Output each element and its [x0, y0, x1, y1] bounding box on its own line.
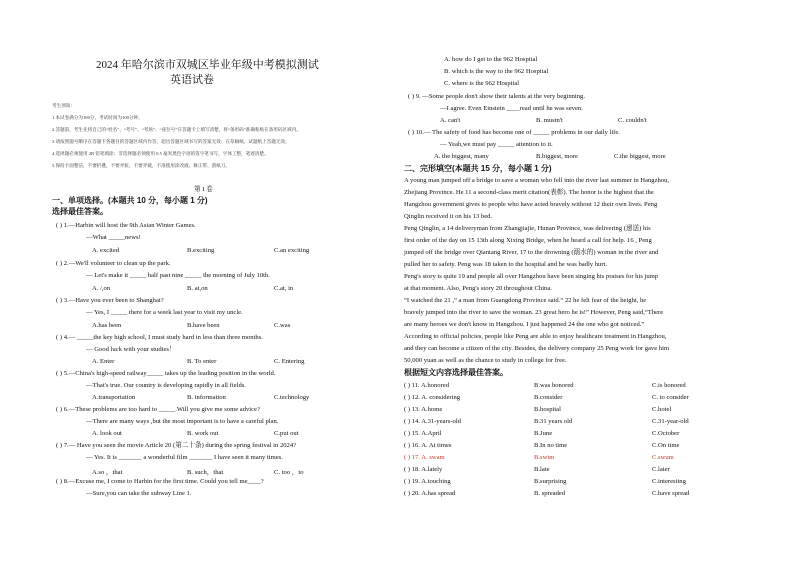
section2-heading: 二、完形填空(本题共 15 分，每小题 1 分)	[404, 164, 552, 173]
question-stem: ( ) 3.—Have you ever been to Shanghai?	[56, 297, 164, 304]
question-stem: ( ) 4.— _____the key high school, I must study hard in less than three months.	[56, 334, 263, 341]
option-b: B. work out	[187, 430, 219, 437]
question-stem: ( ) 1.—Harbin will host the 9th Asian Winter Games.	[56, 222, 196, 229]
question-stem: ( ) 5.—China's high-speed railway_____ takes up the leading position in the world.	[56, 370, 276, 377]
option-b: B. mustn't	[536, 117, 563, 124]
question-stem: ( ) 8.—Excuse me, I come to Harbin for the first time. Could you tell me____?	[56, 478, 264, 485]
option-c: C.at, in	[274, 285, 294, 292]
passage-line: “I watched the 21 ,” a man from Guangdong Province said.“ 22 he felt fear of the height, he	[404, 297, 647, 304]
answer-row-c: C. to consider	[652, 394, 689, 401]
answer-row-c: C.later	[652, 466, 670, 473]
q8-option-c: C. where is the 962 Hospital	[444, 80, 520, 87]
option-a: A.transportation	[92, 394, 136, 401]
option-b: B. at,on	[187, 285, 208, 292]
answer-row-c: C.is honored	[652, 382, 686, 389]
note-line: 3.请按照题号顺序在答题卡各题目的答题区域内作答，超出答题区域书写的答案无效；在草稿纸、试题纸上答题无效。	[52, 139, 290, 144]
answer-row-q: ( ) 16. A. At times	[404, 442, 452, 449]
question-line2: — Yes. It is _______ a wonderful film _______ I have seen it many times.	[86, 454, 283, 461]
option-c: C.technology	[274, 394, 310, 401]
question-stem: ( ) 9. —Some people don't show their talents at the very beginning.	[408, 93, 585, 100]
option-b: B.exciting	[187, 247, 215, 254]
option-c: C. Entering	[274, 358, 305, 365]
answer-row-q: ( ) 15. A.April	[404, 430, 442, 437]
volume-label: 第 I 卷	[194, 186, 213, 193]
answer-row-c: C.hotel	[652, 406, 672, 413]
option-c: C.an exciting	[274, 247, 310, 254]
q8-option-b: B. which is the way to the 962 Hospital	[444, 68, 549, 75]
question-line2: —Sure,you can take the subway Line 1.	[86, 490, 192, 497]
option-c: C. too ，to	[274, 469, 304, 476]
option-b: B. information	[187, 394, 226, 401]
option-c: C. couldn't	[618, 117, 647, 124]
answer-row-b: B.surprising	[534, 478, 567, 485]
question-line2: —I agree. Even Einstein ____read until he was seven.	[440, 105, 583, 112]
option-b: B.have been	[187, 322, 220, 329]
option-a: A.has been	[92, 322, 122, 329]
section1-heading: 一、单项选择。(本题共 10 分，每小题 1 分)	[52, 196, 208, 205]
option-b: B. such，that	[187, 469, 224, 476]
option-a: A. /,on	[92, 285, 111, 292]
answer-row-c: C.have spread	[652, 490, 690, 497]
answer-row-q: ( ) 12. A. considering	[404, 394, 461, 401]
option-a: A. excited	[92, 247, 120, 254]
passage-line: at that moment. Also, Peng's story 20 throughout China.	[404, 285, 552, 292]
note-line: 1.本试卷满分为100分，考试时间为100分钟。	[52, 115, 143, 120]
answer-row-b: B.hospital	[534, 406, 561, 413]
passage-line: pulled her to safety. Peng was 18 taken to the hospital and he was badly hurt.	[404, 261, 608, 268]
question-stem: ( ) 2.—We'll volunteer to clean up the park.	[56, 260, 171, 267]
answer-row-q: ( ) 18. A.lately	[404, 466, 443, 473]
answer-row-c: C.swum	[652, 454, 674, 461]
passage-line: are many heroes we don't know in Hangzhou. I just happened 24 the one who got noticed.”	[404, 321, 645, 328]
question-stem: ( ) 10.— The safety of food has become one of _____ problems in our daily life.	[408, 129, 620, 136]
answer-row-b: B.consider	[534, 394, 563, 401]
question-line2: —What _____news!	[86, 234, 141, 241]
passage-line: bravely jumped into the river to save the woman. 23 great hero he is!” However, Peng said,“There	[404, 309, 664, 316]
passage-line: Zhejiang Province. He 11 a second-class merit citation(表彰). The honor is the highest that the	[404, 189, 654, 196]
answer-row-b: B.was honored	[534, 382, 574, 389]
option-c: C.was	[274, 322, 291, 329]
answer-row-q: ( ) 11. A.honored	[404, 382, 449, 389]
answer-row-c: C.31-year-old	[652, 418, 689, 425]
passage-line: According to official policies, people like Peng are able to enjoy healthcare treatment in Hangzhou,	[404, 333, 667, 340]
question-line2: — Yeah,we must pay _____ attention to it.	[440, 141, 553, 148]
section2-instruction: 根据短文内容选择最佳答案。	[404, 368, 508, 377]
answer-row-q: ( ) 13. A.home	[404, 406, 443, 413]
option-c: C.put out	[274, 430, 299, 437]
option-a: A. the biggest, many	[434, 153, 489, 160]
option-a: A. can't	[440, 117, 461, 124]
question-line2: — Let's make it _____ half past nine _____ the morning of July 10th.	[86, 272, 270, 279]
note-line: 2.答题前，考生先将自己的“姓名”、“考号”、“考场”、“座位号”在答题卡上填写清楚，将“条形码”准确粘贴在条形码区域内。	[52, 127, 301, 132]
option-a: A. Enter	[92, 358, 115, 365]
passage-line: Qinglin received it on his 13 bed.	[404, 213, 493, 220]
answer-row-c: C.interesting	[652, 478, 686, 485]
answer-row-q: ( ) 17. A. swam	[404, 454, 445, 461]
notes-heading: 考生须知：	[52, 103, 75, 108]
note-line: 4.选择题必须使用 2B 铅笔填涂；非选择题必须使用 0.5 毫米黑色字迹的签字笔书写，字体工整，笔迹清楚。	[52, 151, 269, 156]
passage-line: and they can become a citizen of the city. Besides, the delivery company 25 Peng work for gave him	[404, 345, 670, 352]
answer-row-b: B.June	[534, 430, 553, 437]
answer-row-c: C.October	[652, 430, 680, 437]
exam-title: 2024 年哈尔滨市双城区毕业年级中考模拟测试	[96, 59, 319, 71]
question-stem: ( ) 7.— Have you seen the movie Article 20 (第二十条) during the spring festival in 2024?	[56, 442, 297, 449]
answer-row-q: ( ) 20. A.has spread	[404, 490, 456, 497]
option-b: B. To enter	[187, 358, 217, 365]
answer-row-c: C.On time	[652, 442, 680, 449]
passage-line: Peng Qinglin, a 14 deliveryman from Zhangjiajie, Hunan Province, was delivering (递送) his	[404, 225, 651, 232]
question-line2: — Yes, I _____ there for a week last year to visit my uncle.	[86, 309, 243, 316]
passage-line: Hangzhou government gives to people who have acted bravely without 12 their own lives. Peng	[404, 201, 658, 208]
answer-row-b: B.late	[534, 466, 550, 473]
passage-line: jumped off the bridge over Qiantang River, 17 to the drowning (溺水的) woman in the river and	[404, 249, 659, 256]
exam-subtitle: 英语试卷	[170, 74, 214, 86]
passage-line: 50,000 yuan as well as the chance to study in college for free.	[404, 357, 567, 364]
question-line2: —That's true. Our country is developing rapidly in all fields.	[86, 382, 246, 389]
answer-row-b: B. spreaded	[534, 490, 566, 497]
note-line: 5.保持卡面整洁，不要折叠，不要弄脏，不要弄破，不准使用涂改液、修正带、刮纸刀。	[52, 163, 231, 168]
passage-line: A young man jumped off a bridge to save a woman who fell into the river last summer in Hangzhou,	[404, 177, 670, 184]
option-c: C.the biggest, more	[614, 153, 666, 160]
answer-row-b: B.In no time	[534, 442, 568, 449]
question-line2: —There are many ways ,but the most important is to have a careful plan.	[86, 418, 279, 425]
answer-row-q: ( ) 19. A.touching	[404, 478, 451, 485]
q8-option-a: A. how do I get to the 962 Hospital	[444, 56, 538, 63]
option-a: A. look out	[92, 430, 122, 437]
answer-row-q: ( ) 14. A.31-years-old	[404, 418, 461, 425]
answer-row-b: B.31 years old	[534, 418, 573, 425]
section1-instruction: 选择最佳答案。	[52, 207, 108, 216]
question-stem: ( ) 6.—These problems are too hard to _____.Will you give me some advice?	[56, 406, 260, 413]
question-line2: — Good luck with your studies！	[86, 346, 176, 353]
passage-line: Peng's story is quite 19 and people all over Hangzhou have been singing his praises for his jump	[404, 273, 659, 280]
passage-line: first order of the day on 15 13th along Xixing Bridge, when he heard a call for help. 16 , Peng	[404, 237, 652, 244]
answer-row-b: B.swim	[534, 454, 555, 461]
option-b: B.biggest, more	[536, 153, 578, 160]
option-a: A.so ，that	[92, 469, 123, 476]
